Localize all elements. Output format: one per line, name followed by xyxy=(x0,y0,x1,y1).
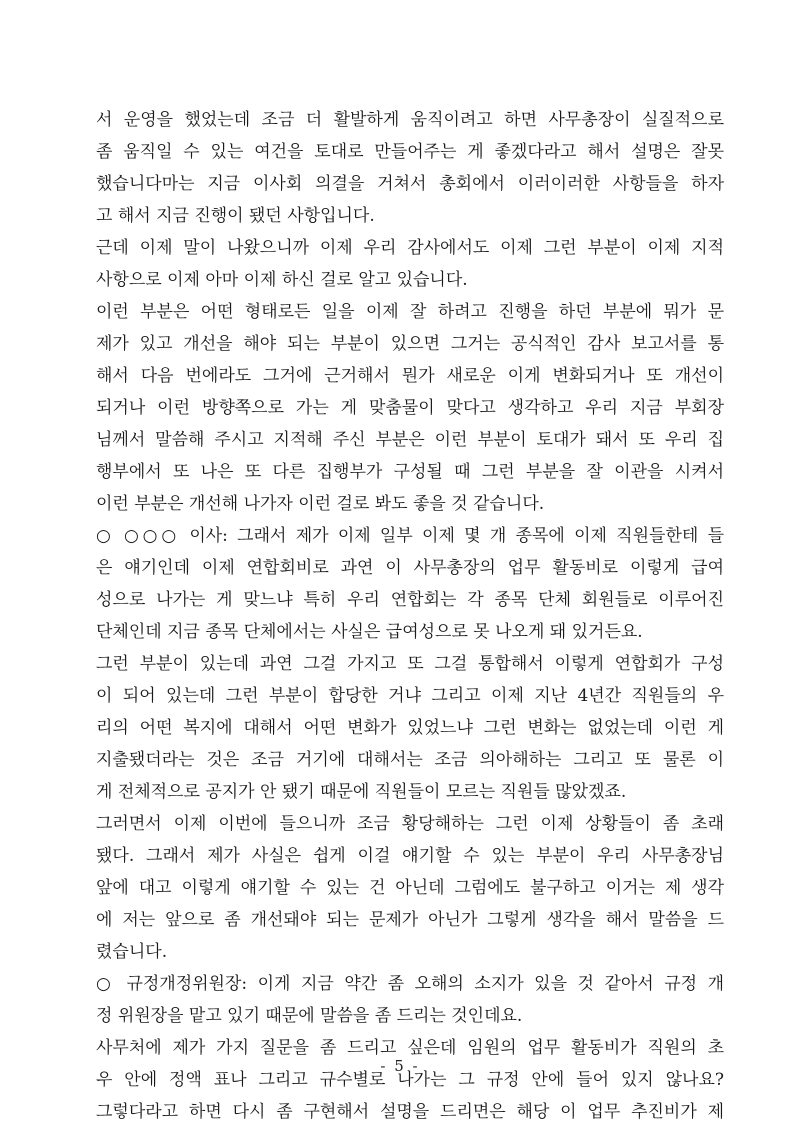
text-line: 그렇다라고 하면 다시 좀 구현해서 설명을 드리면은 해당 이 업무 추진비가 제 xyxy=(96,1102,724,1122)
text-line: 지출됐더라는 것은 조금 거기에 대해서는 조금 의아해하는 그리고 또 물론 이 xyxy=(96,750,724,770)
text-line: 이런 부분은 어떤 형태로든 일을 이제 잘 하려고 진행을 하던 부분에 뭐가 문 xyxy=(96,302,724,322)
text-line: 이런 부분은 개선해 나가자 이런 걸로 봐도 좋을 것 같습니다. xyxy=(96,494,545,514)
text-line: 사항으로 이제 아마 이제 하신 걸로 알고 있습니다. xyxy=(96,270,468,290)
paragraph xyxy=(96,968,724,1032)
text-line: 은 얘기인데 이제 연합회비로 과연 이 사무총장의 업무 활동비로 이렇게 급여 xyxy=(96,558,724,578)
paragraph xyxy=(96,232,724,296)
paragraph xyxy=(96,808,724,968)
text-line: 그런 부분이 있는데 과연 그걸 가지고 또 그걸 통합해서 이렇게 연합회가 구성 xyxy=(96,654,724,674)
text-line: 렸습니다. xyxy=(96,942,168,962)
text-line: ○ ○○○ 이사: 그래서 제가 이제 일부 이제 몇 개 종목에 이제 직원들한테 들 xyxy=(96,526,724,546)
text-line: 사무처에 제가 가지 질문을 좀 드리고 싶은데 임원의 업무 활동비가 직원의 초 xyxy=(96,1038,724,1058)
text-line: 단체인데 지금 종목 단체에서는 사실은 급여성으로 못 나오게 돼 있거든요. xyxy=(96,622,643,642)
text-line: 행부에서 또 나은 또 다른 집행부가 구성될 때 그런 부분을 잘 이관을 시켜서 xyxy=(96,462,724,482)
text-line: 앞에 대고 이렇게 얘기할 수 있는 건 아닌데 그럼에도 불구하고 이거는 제 생각 xyxy=(96,878,724,898)
text-line: 게 전체적으로 공지가 안 됐기 때문에 직원들이 모르는 직원들 많았겠죠. xyxy=(96,782,627,802)
paragraph xyxy=(96,1032,724,1128)
text-line: 되거나 이런 방향쪽으로 가는 게 맞춤물이 맞다고 생각하고 우리 지금 부회장 xyxy=(96,398,724,418)
paragraph xyxy=(96,520,724,648)
text-line: ○ 규정개정위원장: 이게 지금 약간 좀 오해의 소지가 있을 것 같아서 규정 개 xyxy=(96,974,724,994)
text-line: 님께서 말씀해 주시고 지적해 주신 부분은 이런 부분이 토대가 돼서 또 우리 집 xyxy=(96,430,724,450)
text-line: 고 해서 지금 진행이 됐던 사항입니다. xyxy=(96,206,375,226)
paragraph xyxy=(96,648,724,808)
paragraph xyxy=(96,296,724,520)
text-line: 리의 어떤 복지에 대해서 어떤 변화가 있었느냐 그런 변화는 없었는데 이런 게 xyxy=(96,718,724,738)
text-line: 정 위원장을 맡고 있기 때문에 말씀을 좀 드리는 것인데요. xyxy=(96,1006,523,1026)
text-line: 해서 다음 번에라도 그거에 근거해서 뭔가 새로운 이게 변화되거나 또 개선이 xyxy=(96,366,724,386)
text-line: 에 저는 앞으로 좀 개선돼야 되는 문제가 아닌가 그렇게 생각을 해서 말씀을 드 xyxy=(96,910,724,930)
text-line: 이 되어 있는데 그런 부분이 합당한 거냐 그리고 이제 지난 4년간 직원들의 우 xyxy=(96,686,724,706)
text-line: 좀 움직일 수 있는 여건을 토대로 만들어주는 게 좋겠다라고 해서 설명은 잘못 xyxy=(96,142,724,162)
text-line: 그러면서 이제 이번에 들으니까 조금 황당해하는 그런 이제 상황들이 좀 초래 xyxy=(96,814,724,834)
text-line: 제가 있고 개선을 해야 되는 부분이 있으면 그거는 공식적인 감사 보고서를 통 xyxy=(96,334,724,354)
paragraph xyxy=(96,104,724,232)
page-number: - 5 - xyxy=(380,1057,420,1075)
text-line: 서 운영을 했었는데 조금 더 활발하게 움직이려고 하면 사무총장이 실질적으로 xyxy=(96,110,724,130)
text-line: 근데 이제 말이 나왔으니까 이제 우리 감사에서도 이제 그런 부분이 이제 지적 xyxy=(96,238,724,258)
text-line: 성으로 나가는 게 맞느냐 특히 우리 연합회는 각 종목 단체 회원들로 이루어진 xyxy=(96,590,724,610)
text-line: 우 안에 정액 표나 그리고 규수별로 나가는 그 규정 안에 들어 있지 않나요? xyxy=(96,1070,724,1090)
text-line: 했습니다마는 지금 이사회 의결을 거쳐서 총회에서 이러이러한 사항들을 하자 xyxy=(96,174,724,194)
document-body xyxy=(96,104,724,1128)
text-line: 됐다. 그래서 제가 사실은 쉽게 이걸 얘기할 수 있는 부분이 우리 사무총장님 xyxy=(96,846,724,866)
